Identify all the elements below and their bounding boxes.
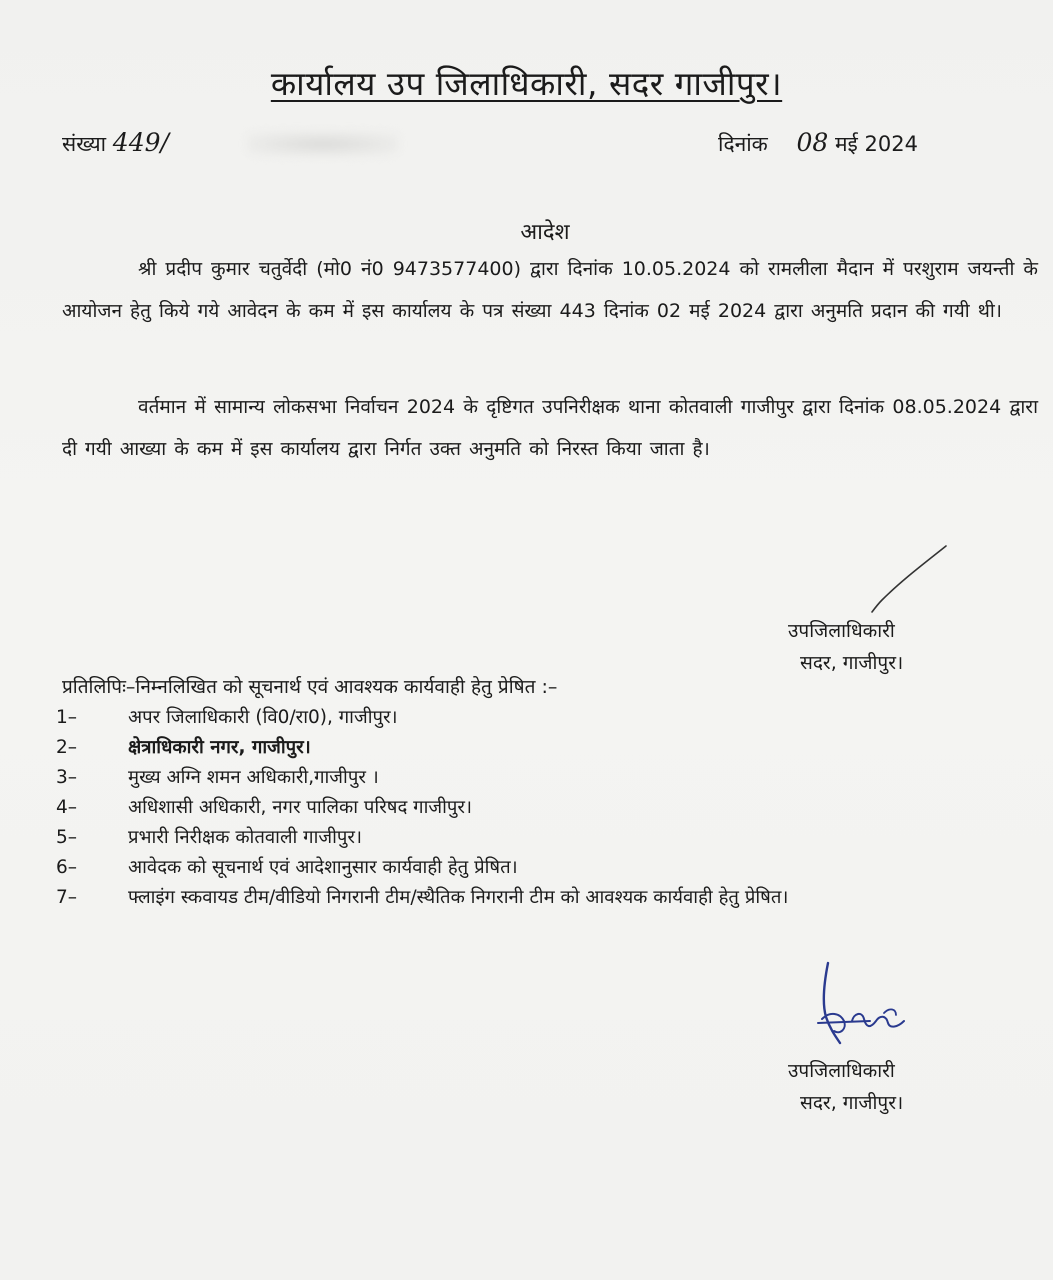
list-item: 6– आवेदक को सूचनार्थ एवं आदेशानुसार कार्यवाही हेतु प्रेषित। — [56, 857, 518, 878]
order-paragraph-1: श्री प्रदीप कुमार चतुर्वेदी (मो0 नं0 9473577400) द्वारा दिनांक 10.05.2024 को रामलीला मैदान में परशुराम जयन्ती के आयोजन हेतु किये गये आवेदन के कम में इस कार्यालय के पत्र संख्या 443 दिनांक 02 मई 2024 द्वारा अनुमति प्रदान की गयी थी। — [62, 258, 1038, 322]
number-label: संख्या — [62, 132, 107, 156]
list-item: 4– अधिशासी अधिकारी, नगर पालिका परिषद गाजीपुर। — [56, 797, 472, 818]
signatory-title-bottom: उपजिलाधिकारी — [788, 1060, 895, 1082]
signatory-place-bottom: सदर, गाजीपुर। — [800, 1092, 904, 1114]
list-item: 7– फ्लाइंग स्कवायड टीम/वीडियो निगरानी टीम/स्थैतिक निगरानी टीम को आवश्यक कार्यवाही हेतु प्रेषित। — [56, 887, 789, 908]
office-title: कार्यालय उप जिलाधिकारी, सदर गाजीपुर। — [270, 64, 783, 103]
list-item: 5– प्रभारी निरीक्षक कोतवाली गाजीपुर। — [56, 827, 362, 848]
order-paragraph-2: वर्तमान में सामान्य लोकसभा निर्वाचन 2024 के दृष्टिगत उपनिरीक्षक थाना कोतवाली गाजीपुर द्वारा दिनांक 08.05.2024 द्वारा दी गयी आख्या के कम में इस कार्यालय द्वारा निर्गत उक्त अनुमति को निरस्त किया जाता है। — [62, 396, 1038, 460]
date-line — [718, 128, 918, 159]
signatory-title-top: उपजिलाधिकारी — [788, 620, 895, 642]
date-month-year: मई 2024 — [835, 132, 918, 156]
number-value: 449/ — [112, 128, 169, 157]
date-day: 08 — [796, 128, 829, 157]
list-item: 2– क्षेत्राधिकारी नगर, गाजीपुर। — [56, 737, 311, 758]
signatory-place-top: सदर, गाजीपुर। — [800, 652, 904, 674]
copy-to-list — [56, 703, 1036, 913]
date-label: दिनांक — [718, 132, 768, 156]
signature-stroke-top — [860, 540, 956, 618]
list-item: 1– अपर जिलाधिकारी (वि0/रा0), गाजीपुर। — [56, 707, 398, 728]
copy-to-heading: प्रतिलिपिः–निम्नलिखित को सूचनार्थ एवं आवश्यक कार्यवाही हेतु प्रेषित :– — [62, 676, 558, 698]
list-item: 3– मुख्य अग्नि शमन अधिकारी,गाजीपुर । — [56, 767, 379, 788]
order-heading: आदेश — [520, 220, 570, 245]
handwritten-signature — [800, 955, 930, 1050]
reference-number — [62, 128, 169, 159]
redacted-region — [248, 132, 398, 156]
